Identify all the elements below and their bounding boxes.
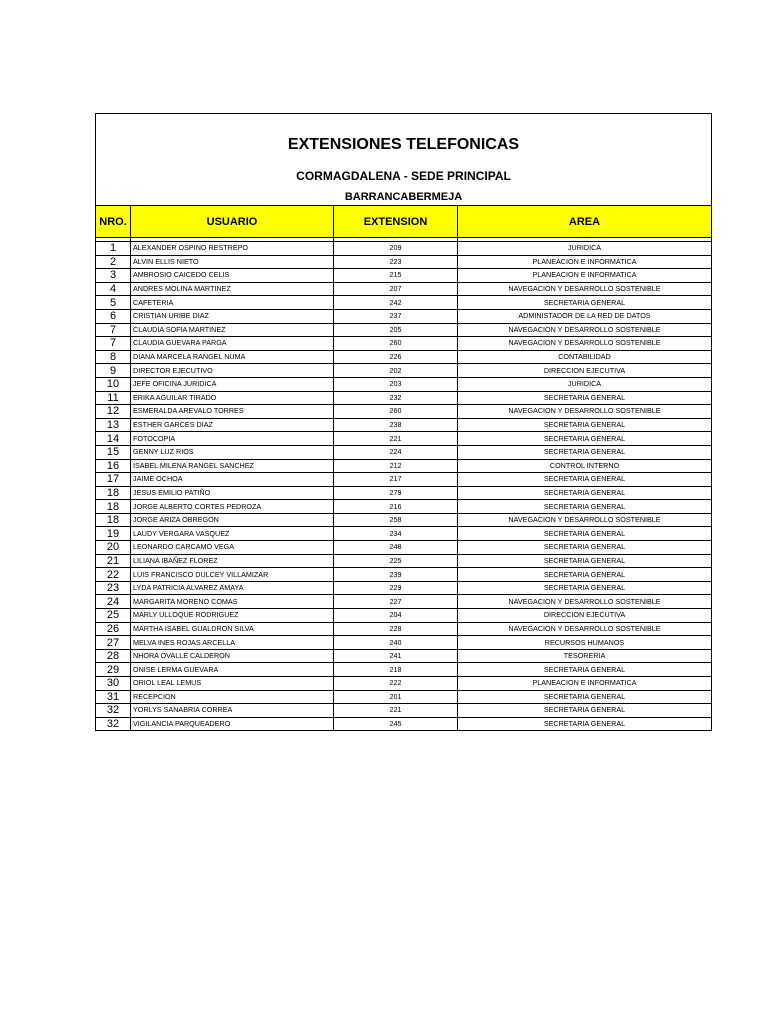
cell-nro: 31 (96, 690, 131, 704)
cell-usuario: CLAUDIA SOFIA MARTINEZ (131, 323, 334, 337)
cell-nro: 26 (96, 622, 131, 636)
cell-nro: 29 (96, 663, 131, 677)
cell-area: JURIDICA (458, 242, 712, 256)
cell-extension: 260 (334, 337, 458, 351)
cell-area: NAVEGACION Y DESARROLLO SOSTENIBLE (458, 595, 712, 609)
table-row (96, 282, 712, 296)
cell-extension: 241 (334, 649, 458, 663)
cell-extension: 201 (334, 690, 458, 704)
cell-nro: 1 (96, 242, 131, 256)
cell-usuario: JEFE OFICINA JURIDICA (131, 377, 334, 391)
cell-area: SECRETARIA GENERAL (458, 690, 712, 704)
cell-nro: 9 (96, 364, 131, 378)
cell-nro: 22 (96, 568, 131, 582)
cell-extension: 209 (334, 242, 458, 256)
table-row (96, 622, 712, 636)
cell-nro: 5 (96, 296, 131, 310)
cell-nro: 12 (96, 405, 131, 419)
cell-nro: 18 (96, 486, 131, 500)
cell-area: SECRETARIA GENERAL (458, 704, 712, 718)
cell-extension: 225 (334, 554, 458, 568)
cell-area: SECRETARIA GENERAL (458, 486, 712, 500)
table-row (96, 364, 712, 378)
cell-extension: 232 (334, 391, 458, 405)
table-row (96, 513, 712, 527)
cell-area: NAVEGACION Y DESARROLLO SOSTENIBLE (458, 282, 712, 296)
cell-extension: 221 (334, 432, 458, 446)
cell-usuario: ONISE LERMA GUEVARA (131, 663, 334, 677)
cell-nro: 4 (96, 282, 131, 296)
table-row (96, 377, 712, 391)
cell-usuario: ISABEL MILENA RANGEL SANCHEZ (131, 459, 334, 473)
cell-extension: 279 (334, 486, 458, 500)
cell-extension: 203 (334, 377, 458, 391)
cell-usuario: JORGE ALBERTO CORTES PEDROZA (131, 500, 334, 514)
table-header-row (96, 206, 712, 238)
cell-area: JURIDICA (458, 377, 712, 391)
cell-extension: 212 (334, 459, 458, 473)
cell-area: NAVEGACION Y DESARROLLO SOSTENIBLE (458, 405, 712, 419)
table-row (96, 323, 712, 337)
cell-area: SECRETARIA GENERAL (458, 296, 712, 310)
cell-extension: 226 (334, 350, 458, 364)
cell-extension: 258 (334, 513, 458, 527)
cell-usuario: JESUS EMILIO PATIÑO (131, 486, 334, 500)
cell-nro: 32 (96, 704, 131, 718)
table-row (96, 581, 712, 595)
cell-extension: 260 (334, 405, 458, 419)
cell-nro: 10 (96, 377, 131, 391)
cell-area: SECRETARIA GENERAL (458, 418, 712, 432)
extensions-sheet (95, 113, 712, 731)
cell-nro: 6 (96, 309, 131, 323)
table-row (96, 269, 712, 283)
cell-usuario: LYDA PATRICIA ALVAREZ AMAYA (131, 581, 334, 595)
cell-usuario: LAUDY VERGARA VASQUEZ (131, 527, 334, 541)
cell-nro: 3 (96, 269, 131, 283)
cell-extension: 207 (334, 282, 458, 296)
cell-nro: 21 (96, 554, 131, 568)
table-row (96, 459, 712, 473)
city-label: BARRANCABERMEJA (344, 191, 463, 203)
cell-usuario: CRISTIAN URIBE DIAZ (131, 309, 334, 323)
cell-extension: 234 (334, 527, 458, 541)
table-row (96, 445, 712, 459)
cell-nro: 18 (96, 500, 131, 514)
cell-area: NAVEGACION Y DESARROLLO SOSTENIBLE (458, 622, 712, 636)
table-row (96, 486, 712, 500)
cell-usuario: LEONARDO CARCAMO VEGA (131, 541, 334, 555)
cell-usuario: MARGARITA MORENO COMAS (131, 595, 334, 609)
cell-nro: 11 (96, 391, 131, 405)
cell-nro: 7 (96, 323, 131, 337)
cell-area: SECRETARIA GENERAL (458, 663, 712, 677)
table-row (96, 690, 712, 704)
cell-area: SECRETARIA GENERAL (458, 554, 712, 568)
cell-area: NAVEGACION Y DESARROLLO SOSTENIBLE (458, 337, 712, 351)
cell-extension: 223 (334, 255, 458, 269)
cell-usuario: ESMERALDA AREVALO TORRES (131, 405, 334, 419)
cell-area: PLANEACION E INFORMATICA (458, 677, 712, 691)
table-row (96, 405, 712, 419)
header-usuario: USUARIO (131, 206, 334, 238)
cell-usuario: LILIANA IBAÑEZ FLOREZ (131, 554, 334, 568)
table-row (96, 649, 712, 663)
cell-usuario: CAFETERIA (131, 296, 334, 310)
cell-extension: 218 (334, 663, 458, 677)
header-extension: EXTENSION (334, 206, 458, 238)
cell-extension: 245 (334, 717, 458, 731)
cell-usuario: MELVA INES ROJAS ARCELLA (131, 636, 334, 650)
cell-nro: 27 (96, 636, 131, 650)
cell-area: TESORERIA (458, 649, 712, 663)
table-row (96, 309, 712, 323)
cell-extension: 238 (334, 418, 458, 432)
cell-nro: 23 (96, 581, 131, 595)
cell-area: ADMINISTADOR DE LA RED DE DATOS (458, 309, 712, 323)
table-row (96, 717, 712, 731)
cell-area: SECRETARIA GENERAL (458, 432, 712, 446)
cell-nro: 18 (96, 513, 131, 527)
cell-nro: 17 (96, 473, 131, 487)
cell-area: SECRETARIA GENERAL (458, 581, 712, 595)
cell-usuario: ANDRES MOLINA MARTINEZ (131, 282, 334, 296)
cell-usuario: YORLYS SANABRIA CORREA (131, 704, 334, 718)
table-row (96, 391, 712, 405)
table-row (96, 296, 712, 310)
cell-usuario: NHORA OVALLE CALDERON (131, 649, 334, 663)
table-row (96, 663, 712, 677)
cell-usuario: LUIS FRANCISCO DULCEY VILLAMIZAR (131, 568, 334, 582)
cell-extension: 237 (334, 309, 458, 323)
cell-extension: 202 (334, 364, 458, 378)
cell-extension: 204 (334, 609, 458, 623)
cell-extension: 215 (334, 269, 458, 283)
cell-usuario: DIANA MARCELA RANGEL NUMA (131, 350, 334, 364)
cell-area: SECRETARIA GENERAL (458, 527, 712, 541)
cell-extension: 217 (334, 473, 458, 487)
cell-usuario: ALEXANDER OSPINO RESTREPO (131, 242, 334, 256)
cell-usuario: MARTHA ISABEL GUALDRON SILVA (131, 622, 334, 636)
cell-area: SECRETARIA GENERAL (458, 717, 712, 731)
table-row (96, 636, 712, 650)
cell-nro: 24 (96, 595, 131, 609)
table-body (96, 238, 712, 731)
cell-usuario: FOTOCOPIA (131, 432, 334, 446)
header-nro: NRO. (96, 206, 131, 238)
cell-usuario: VIGILANCIA PARQUEADERO (131, 717, 334, 731)
cell-extension: 221 (334, 704, 458, 718)
cell-extension: 227 (334, 595, 458, 609)
cell-usuario: ESTHER GARCES DIAZ (131, 418, 334, 432)
cell-area: SECRETARIA GENERAL (458, 473, 712, 487)
table-row (96, 242, 712, 256)
cell-extension: 242 (334, 296, 458, 310)
page-title: EXTENSIONES TELEFONICAS (287, 136, 520, 153)
cell-usuario: ORIOL LEAL LEMUS (131, 677, 334, 691)
table-row (96, 568, 712, 582)
table-row (96, 418, 712, 432)
table-row (96, 500, 712, 514)
cell-extension: 222 (334, 677, 458, 691)
cell-nro: 28 (96, 649, 131, 663)
table-row (96, 677, 712, 691)
cell-nro: 16 (96, 459, 131, 473)
table-row (96, 473, 712, 487)
cell-nro: 2 (96, 255, 131, 269)
cell-usuario: MARLY ULLOQUE RODRIGUEZ (131, 609, 334, 623)
cell-extension: 239 (334, 568, 458, 582)
table-row (96, 541, 712, 555)
cell-usuario: ERIKA AGUILAR TIRADO (131, 391, 334, 405)
table-row (96, 527, 712, 541)
table-row (96, 350, 712, 364)
page-subtitle: CORMAGDALENA - SEDE PRINCIPAL (296, 169, 511, 183)
cell-extension: 240 (334, 636, 458, 650)
cell-area: SECRETARIA GENERAL (458, 391, 712, 405)
cell-extension: 205 (334, 323, 458, 337)
table-row (96, 704, 712, 718)
cell-area: DIRECCION EJECUTIVA (458, 364, 712, 378)
extensions-table (95, 205, 712, 731)
cell-extension: 228 (334, 622, 458, 636)
table-row (96, 337, 712, 351)
cell-area: RECURSOS HUMANOS (458, 636, 712, 650)
cell-nro: 19 (96, 527, 131, 541)
cell-nro: 14 (96, 432, 131, 446)
cell-area: PLANEACION E INFORMATICA (458, 269, 712, 283)
cell-usuario: ALVIN ELLIS NIETO (131, 255, 334, 269)
cell-area: DIRECCION EJECUTIVA (458, 609, 712, 623)
cell-nro: 32 (96, 717, 131, 731)
cell-usuario: DIRECTOR EJECUTIVO (131, 364, 334, 378)
table-row (96, 609, 712, 623)
cell-nro: 30 (96, 677, 131, 691)
cell-nro: 20 (96, 541, 131, 555)
cell-extension: 216 (334, 500, 458, 514)
table-row (96, 554, 712, 568)
cell-nro: 13 (96, 418, 131, 432)
cell-area: CONTROL INTERNO (458, 459, 712, 473)
cell-usuario: GENNY LUZ RIOS (131, 445, 334, 459)
cell-nro: 15 (96, 445, 131, 459)
cell-area: SECRETARIA GENERAL (458, 541, 712, 555)
table-row (96, 432, 712, 446)
cell-area: CONTABILIDAD (458, 350, 712, 364)
cell-area: SECRETARIA GENERAL (458, 500, 712, 514)
cell-area: SECRETARIA GENERAL (458, 568, 712, 582)
cell-usuario: RECEPCION (131, 690, 334, 704)
cell-area: NAVEGACION Y DESARROLLO SOSTENIBLE (458, 513, 712, 527)
cell-usuario: AMBROSIO CAICEDO CELIS (131, 269, 334, 283)
cell-area: NAVEGACION Y DESARROLLO SOSTENIBLE (458, 323, 712, 337)
header-area: AREA (458, 206, 712, 238)
cell-area: PLANEACION E INFORMATICA (458, 255, 712, 269)
cell-extension: 224 (334, 445, 458, 459)
cell-nro: 8 (96, 350, 131, 364)
cell-usuario: JAIME OCHOA (131, 473, 334, 487)
cell-extension: 229 (334, 581, 458, 595)
cell-nro: 7 (96, 337, 131, 351)
table-row (96, 255, 712, 269)
cell-usuario: CLAUDIA GUEVARA PARGA (131, 337, 334, 351)
cell-extension: 248 (334, 541, 458, 555)
cell-usuario: JORGE ARIZA OBREGON (131, 513, 334, 527)
cell-nro: 25 (96, 609, 131, 623)
table-row (96, 595, 712, 609)
cell-area: SECRETARIA GENERAL (458, 445, 712, 459)
